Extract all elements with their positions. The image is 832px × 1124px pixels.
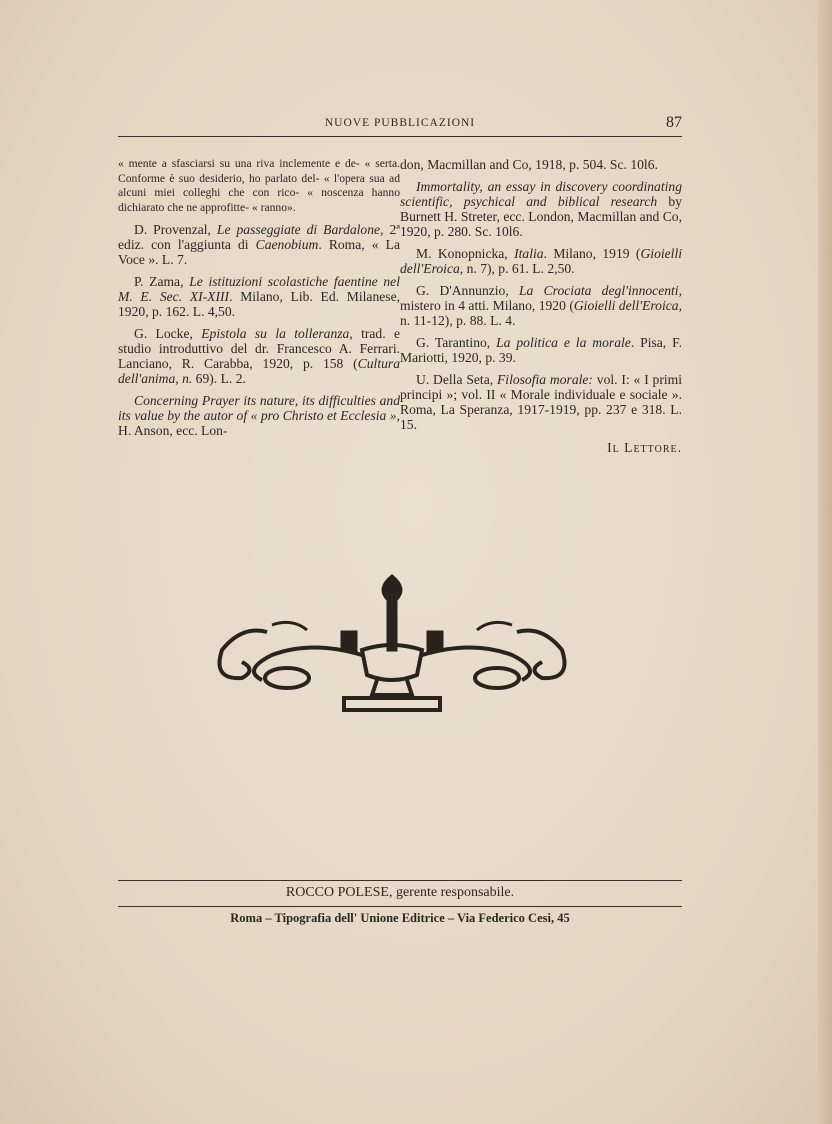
entry-text: G. Locke, <box>134 326 202 341</box>
entry-text: Il Lettore. <box>607 440 682 455</box>
bibliography-entry <box>400 179 682 239</box>
entry-title-italic: Gioielli dell'Eroica <box>573 298 679 313</box>
footer-rule-bottom <box>118 906 682 907</box>
entry-text: , n. 7), p. 61. L. 2,50. <box>459 261 575 276</box>
entry-text: . Roma, « La Voce ». L. 7. <box>118 237 400 267</box>
entry-text: . Pisa, F. Mariotti, 1920, p. 39. <box>400 335 682 365</box>
entry-title-italic: Gioielli dell'Eroica <box>400 246 683 276</box>
page-number: 87 <box>666 114 682 131</box>
entry-text: P. Zama, <box>134 274 190 289</box>
entry-text: . Milano, 1919 ( <box>543 246 641 261</box>
entry-title-italic: Italia <box>514 246 544 261</box>
footer-manager: ROCCO POLESE, gerente responsabile. <box>285 885 515 900</box>
bibliography-entry <box>118 222 400 267</box>
entry-title-italic: Concerning Prayer its nature, its difficulties and its value by the autor of « pro Christo et Ecclesia » <box>118 393 400 423</box>
entry-text: G. D'Annunzio, <box>416 283 519 298</box>
entry-text: . Milano, Lib. Ed. Milanese, 1920, p. 162. L. 4,50. <box>118 289 400 319</box>
entry-title-italic: La politica e la morale <box>496 335 631 350</box>
entry-text: , 2ª ediz. con l'aggiunta di <box>118 222 400 252</box>
bibliography-entry <box>400 372 682 432</box>
entry-text: G. Tarantino, <box>416 335 497 350</box>
entry-text: , mistero in 4 atti. Milano, 1920 ( <box>400 283 682 313</box>
entry-text: don, Macmillan and Co, 1918, p. 504. Sc. 10l6. <box>400 157 658 172</box>
entry-text: vol. I: « I primi principi »; vol. II « Morale individuale e sociale ». Roma, La Speranza, 1917-1919, pp. 237 e 318. L. 15. <box>400 372 683 432</box>
entry-title-italic: La Crociata degl'innocenti <box>519 283 679 298</box>
bibliography-entry <box>118 393 400 438</box>
entry-text: by Burnett H. Streter, ecc. London, Macmillan and Co, 1920, p. 280. Sc. 10l6. <box>400 194 682 239</box>
entry-title-italic: Caenobium <box>255 237 319 252</box>
right-column <box>400 157 682 462</box>
entry-title-italic: Le passeggiate di Bardalone <box>216 222 381 237</box>
bibliography-entry <box>400 246 682 276</box>
entry-title-italic: Epistola su la tolleranza <box>201 326 350 341</box>
footer-rule-top <box>118 880 682 881</box>
header-title: NUOVE PUBBLICAZIONI <box>324 117 476 129</box>
bibliography-entry <box>400 335 682 365</box>
entry-title-italic: Cultura dell'anima, n. <box>118 356 400 386</box>
entry-text: , H. Anson, ecc. Lon- <box>118 408 400 438</box>
entry-text: « mente a sfasciarsi su una riva inclemente e de- « serta. Conforme è suo desiderio, ho parlato del- « l'opera sua ad alcuni miei colleghi che con rico- « noscenza hanno dichiarato che ne approfitte- « ranno». <box>118 157 400 214</box>
entry-text: U. Della Seta, <box>416 372 497 387</box>
entry-text: , trad. e studio introduttivo del dr. Francesco A. Ferrari. Lanciano, R. Carabba, 1920, p. 158 ( <box>118 326 400 371</box>
entry-title-italic: Immortality, an essay in discovery coordinating scientific, psychical and biblical research <box>400 179 682 209</box>
bibliography-entry <box>118 326 400 386</box>
bibliography-entry <box>400 157 682 172</box>
oil-lamp-ornament <box>212 570 572 718</box>
entry-title-italic: Filosofia morale: <box>496 372 593 387</box>
bibliography-entry <box>400 283 682 328</box>
running-header <box>118 114 682 137</box>
entry-text: M. Konopnicka, <box>416 246 515 261</box>
left-column <box>118 157 400 445</box>
entry-text: , n. 11-12), p. 88. L. 4. <box>400 298 682 328</box>
entry-text: D. Provenzal, <box>134 222 217 237</box>
page-edge <box>818 0 832 1124</box>
entry-title-italic: Le istituzioni scolastiche faentine nel M. E. Sec. XI-XIII <box>118 274 400 304</box>
bibliography-entry <box>118 274 400 319</box>
footer-printer: Roma – Tipografia dell' Unione Editrice – Via Federico Cesi, 45 <box>230 911 570 925</box>
bibliography-entry <box>118 157 400 215</box>
bibliography-entry <box>400 440 682 455</box>
entry-text: 69). L. 2. <box>192 371 246 386</box>
